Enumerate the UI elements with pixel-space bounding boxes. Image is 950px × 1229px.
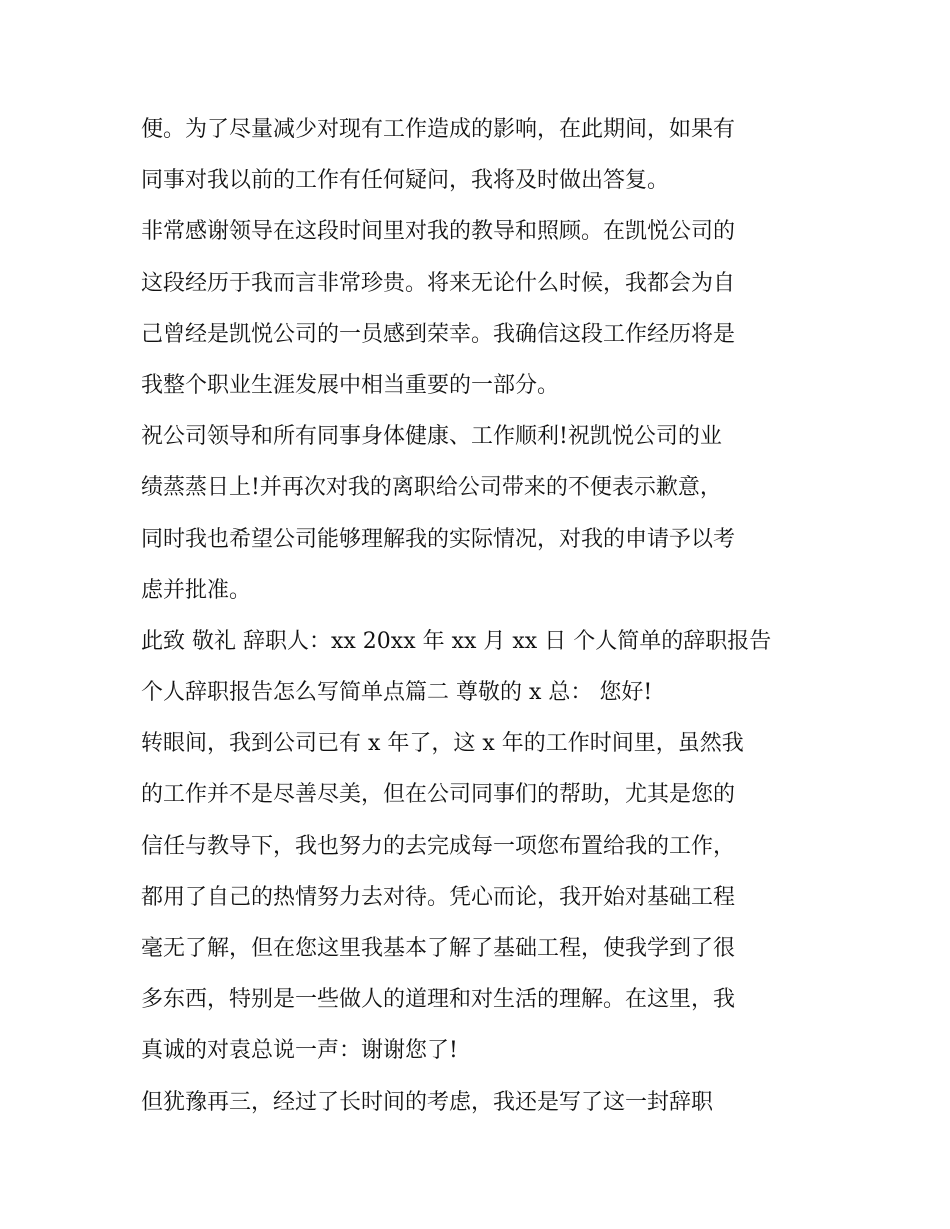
text-line: 己曾经是凯悦公司的一员感到荣幸。我确信这段工作经历将是: [141, 321, 736, 347]
text-line: 转眼间，我到公司已有 x 年了，这 x 年的工作时间里，虽然我: [141, 731, 744, 757]
text-line: 的工作并不是尽善尽美，但在公司同事们的帮助，尤其是您的: [141, 782, 736, 808]
text-line: 同事对我以前的工作有任何疑问，我将及时做出答复。: [141, 168, 670, 194]
text-line: 都用了自己的热情努力去对待。凭心而论，我开始对基础工程: [141, 884, 736, 910]
text-line: 同时我也希望公司能够理解我的实际情况，对我的申请予以考: [141, 526, 736, 552]
text-line: 绩蒸蒸日上!并再次对我的离职给公司带来的不便表示歉意，: [141, 475, 722, 501]
text-line: 这段经历于我而言非常珍贵。将来无论什么时候，我都会为自: [141, 270, 736, 296]
text-line: 虑并批准。: [141, 577, 252, 603]
text-line: 个人辞职报告怎么写简单点篇二 尊敬的 x 总： 您好!: [141, 680, 653, 706]
document-body: [141, 104, 821, 1128]
text-line: 毫无了解，但在您这里我基本了解了基础工程，使我学到了很: [141, 936, 736, 961]
text-line: 此致 敬礼 辞职人：xx 20xx 年 xx 月 xx 日 个人简单的辞职报告: [141, 628, 772, 654]
text-line: 便。为了尽量减少对现有工作造成的影响，在此期间，如果有: [141, 117, 736, 142]
text-line: 祝公司领导和所有同事身体健康、工作顺利!祝凯悦公司的业: [141, 424, 722, 450]
text-line: 多东西，特别是一些做人的道理和对生活的理解。在这里，我: [141, 987, 736, 1013]
text-line: 我整个职业生涯发展中相当重要的一部分。: [141, 372, 560, 398]
text-line: 非常感谢领导在这段时间里对我的教导和照顾。在凯悦公司的: [141, 219, 736, 245]
text-line: 真诚的对袁总说一声：谢谢您了!: [141, 1038, 458, 1064]
text-line: 但犹豫再三，经过了长时间的考虑，我还是写了这一封辞职: [141, 1089, 714, 1115]
text-line: 信任与教导下，我也努力的去完成每一项您布置给我的工作，: [141, 833, 736, 859]
